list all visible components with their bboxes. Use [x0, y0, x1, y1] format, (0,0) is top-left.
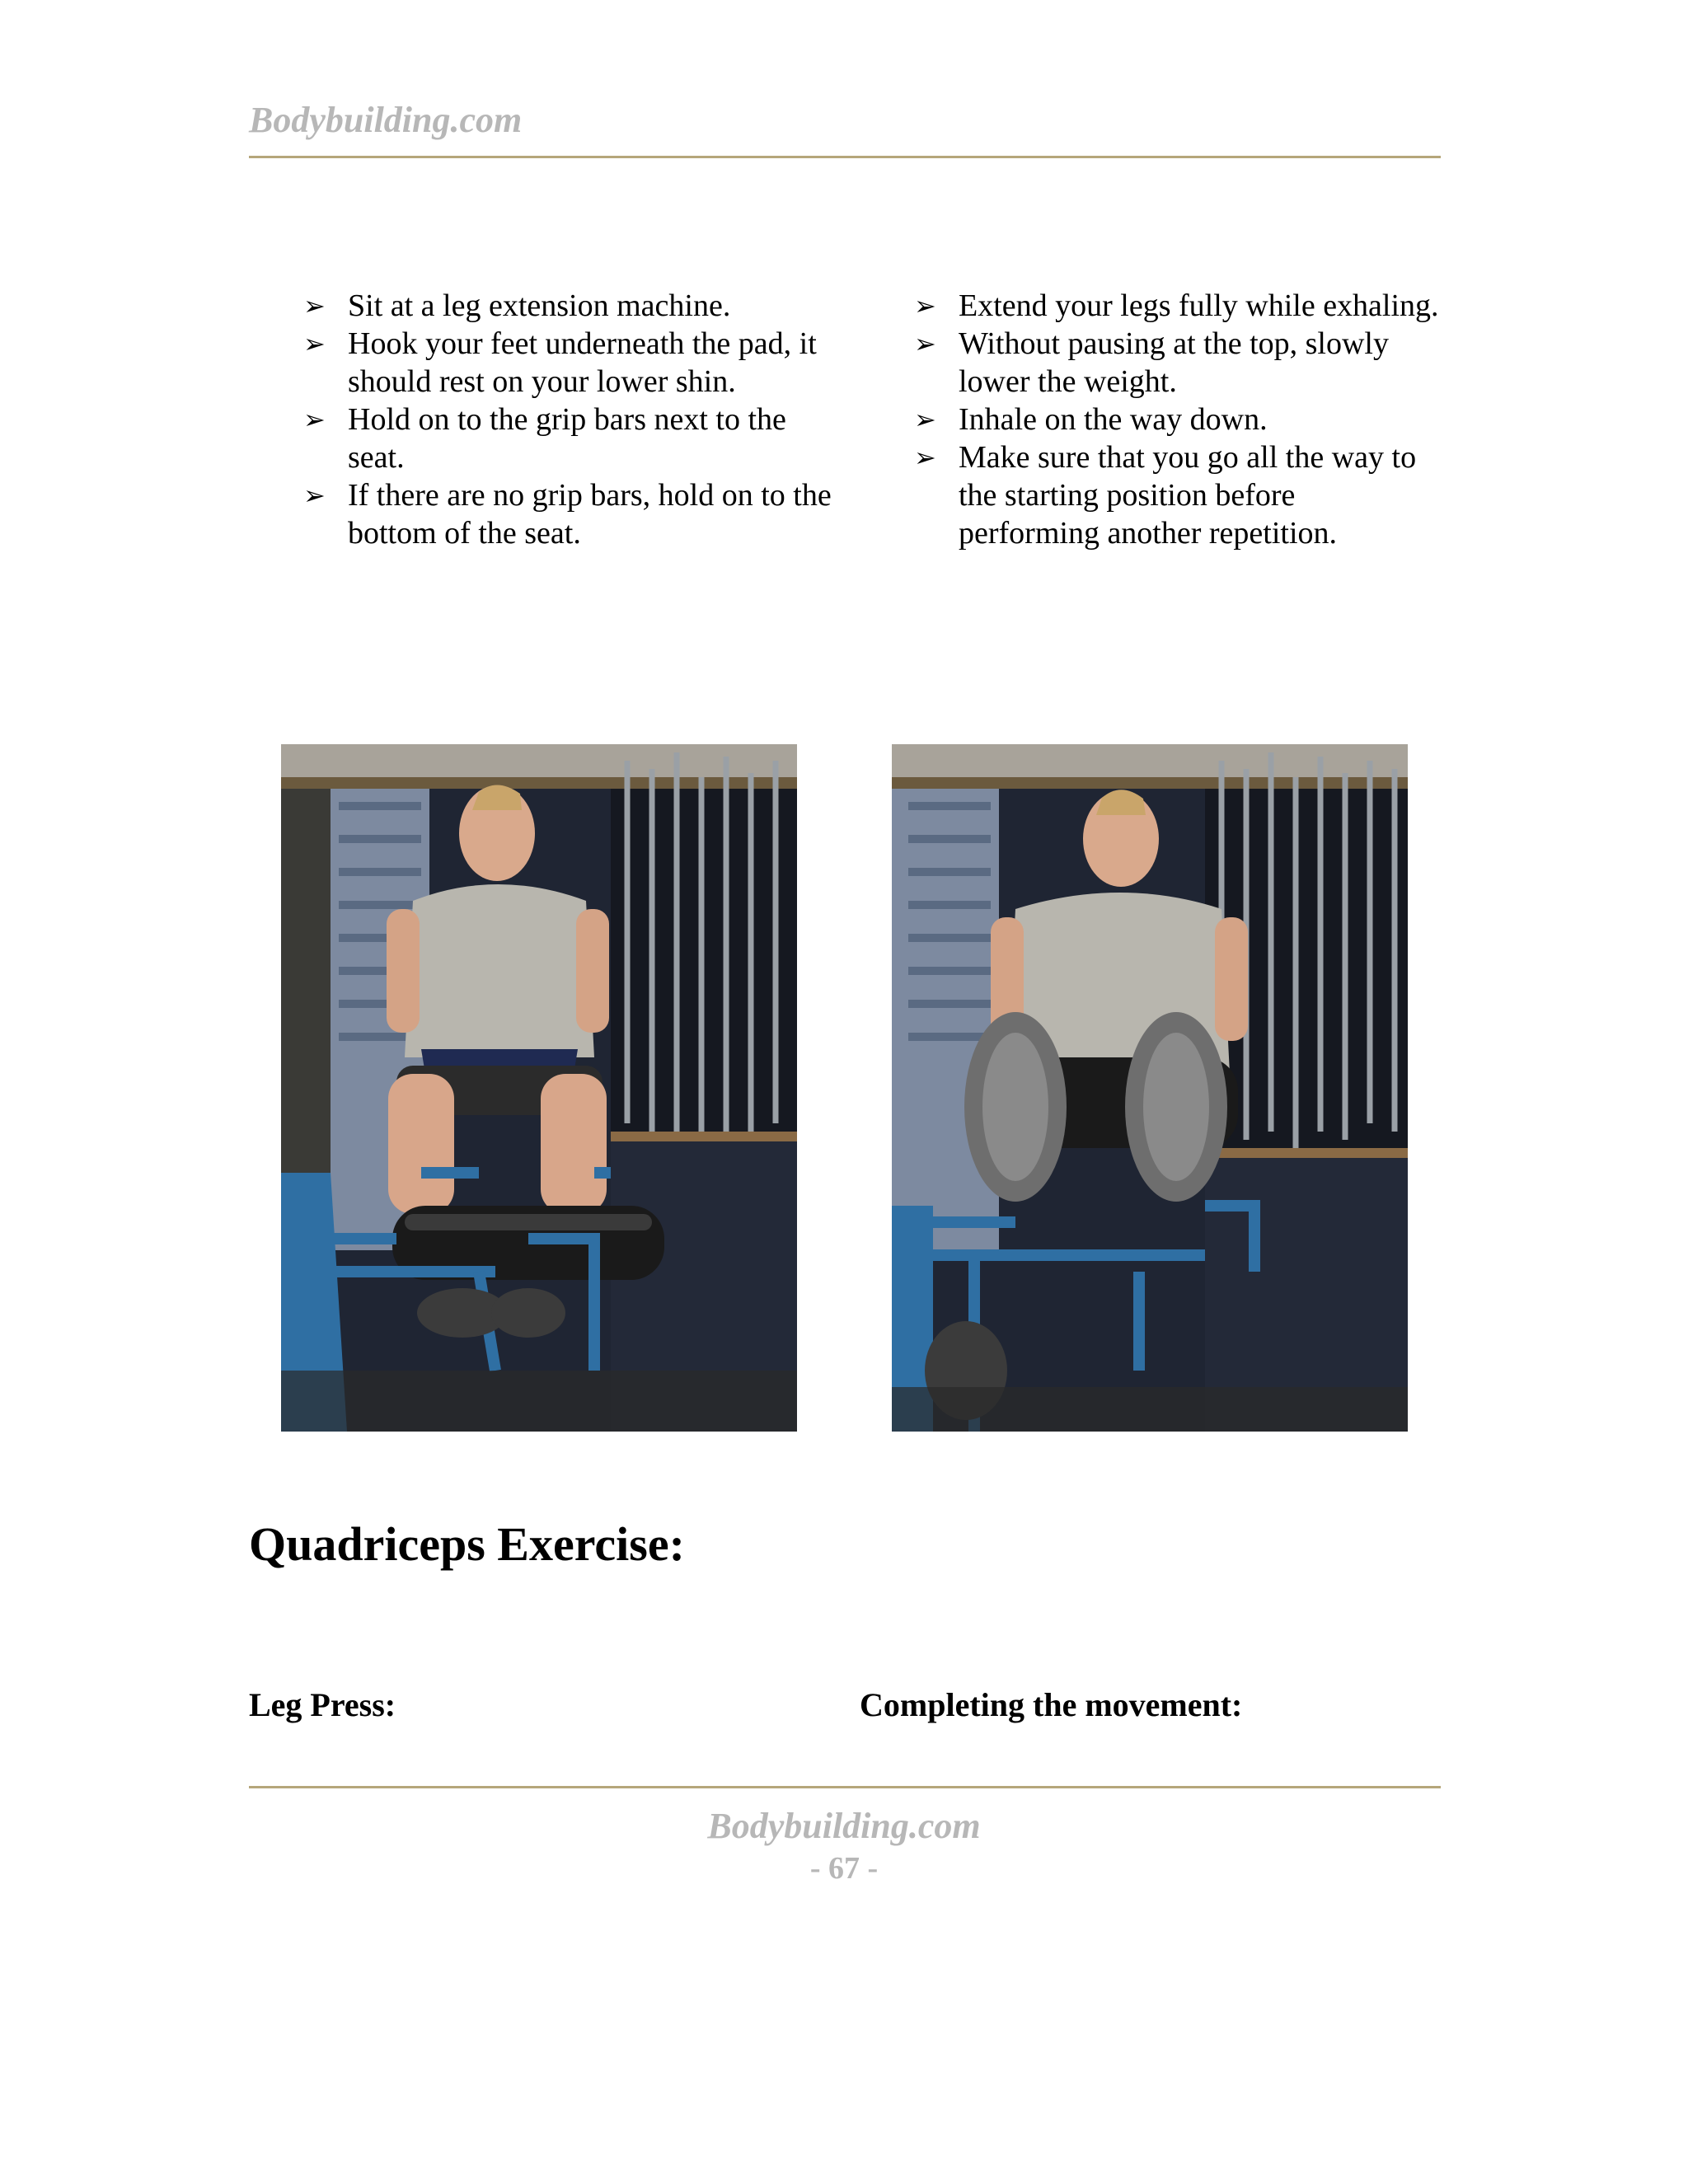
leg-press-subheading: Leg Press: — [249, 1686, 396, 1723]
leg-extension-start-photo — [281, 744, 797, 1432]
list-item-text: Hold on to the grip bars next to the seat. — [348, 402, 786, 475]
list-item-text: If there are no grip bars, hold on to the bottom of the seat. — [348, 478, 832, 551]
list-item — [303, 401, 839, 476]
page-number: - 67 - — [809, 1851, 879, 1886]
arrowhead-bullet-icon: ➢ — [303, 480, 326, 511]
footer-rule — [249, 1786, 1441, 1788]
list-item-text: Without pausing at the top, slowly lower the weight. — [959, 326, 1389, 399]
arrowhead-bullet-icon: ➢ — [914, 290, 936, 321]
completing-movement-subheading: Completing the movement: — [860, 1686, 1243, 1723]
list-item-text: Sit at a leg extension machine. — [348, 288, 731, 323]
list-item — [914, 401, 1442, 438]
list-item — [914, 325, 1442, 401]
arrowhead-bullet-icon: ➢ — [914, 404, 936, 435]
list-item — [303, 287, 839, 325]
setup-instructions-list — [303, 287, 839, 552]
list-item-text: Extend your legs fully while exhaling. — [959, 288, 1439, 323]
header-brand: Bodybuilding.com — [249, 100, 523, 140]
list-item — [303, 325, 839, 401]
arrowhead-bullet-icon: ➢ — [303, 404, 326, 435]
list-item-text: Hook your feet underneath the pad, it should rest on your lower shin. — [348, 326, 817, 399]
arrowhead-bullet-icon: ➢ — [914, 328, 936, 359]
list-item — [303, 476, 839, 552]
list-item — [914, 287, 1442, 325]
arrowhead-bullet-icon: ➢ — [303, 290, 326, 321]
list-item-text: Inhale on the way down. — [959, 402, 1268, 437]
movement-instructions-list — [914, 287, 1442, 552]
header-rule — [249, 156, 1441, 158]
arrowhead-bullet-icon: ➢ — [914, 442, 936, 473]
section-heading: Quadriceps Exercise: — [249, 1517, 685, 1571]
list-item — [914, 438, 1442, 552]
list-item-text: Make sure that you go all the way to the starting position before performing another repetition. — [959, 440, 1417, 551]
arrowhead-bullet-icon: ➢ — [303, 328, 326, 359]
footer-brand: Bodybuilding.com — [707, 1806, 981, 1846]
leg-extension-finish-photo — [892, 744, 1408, 1432]
